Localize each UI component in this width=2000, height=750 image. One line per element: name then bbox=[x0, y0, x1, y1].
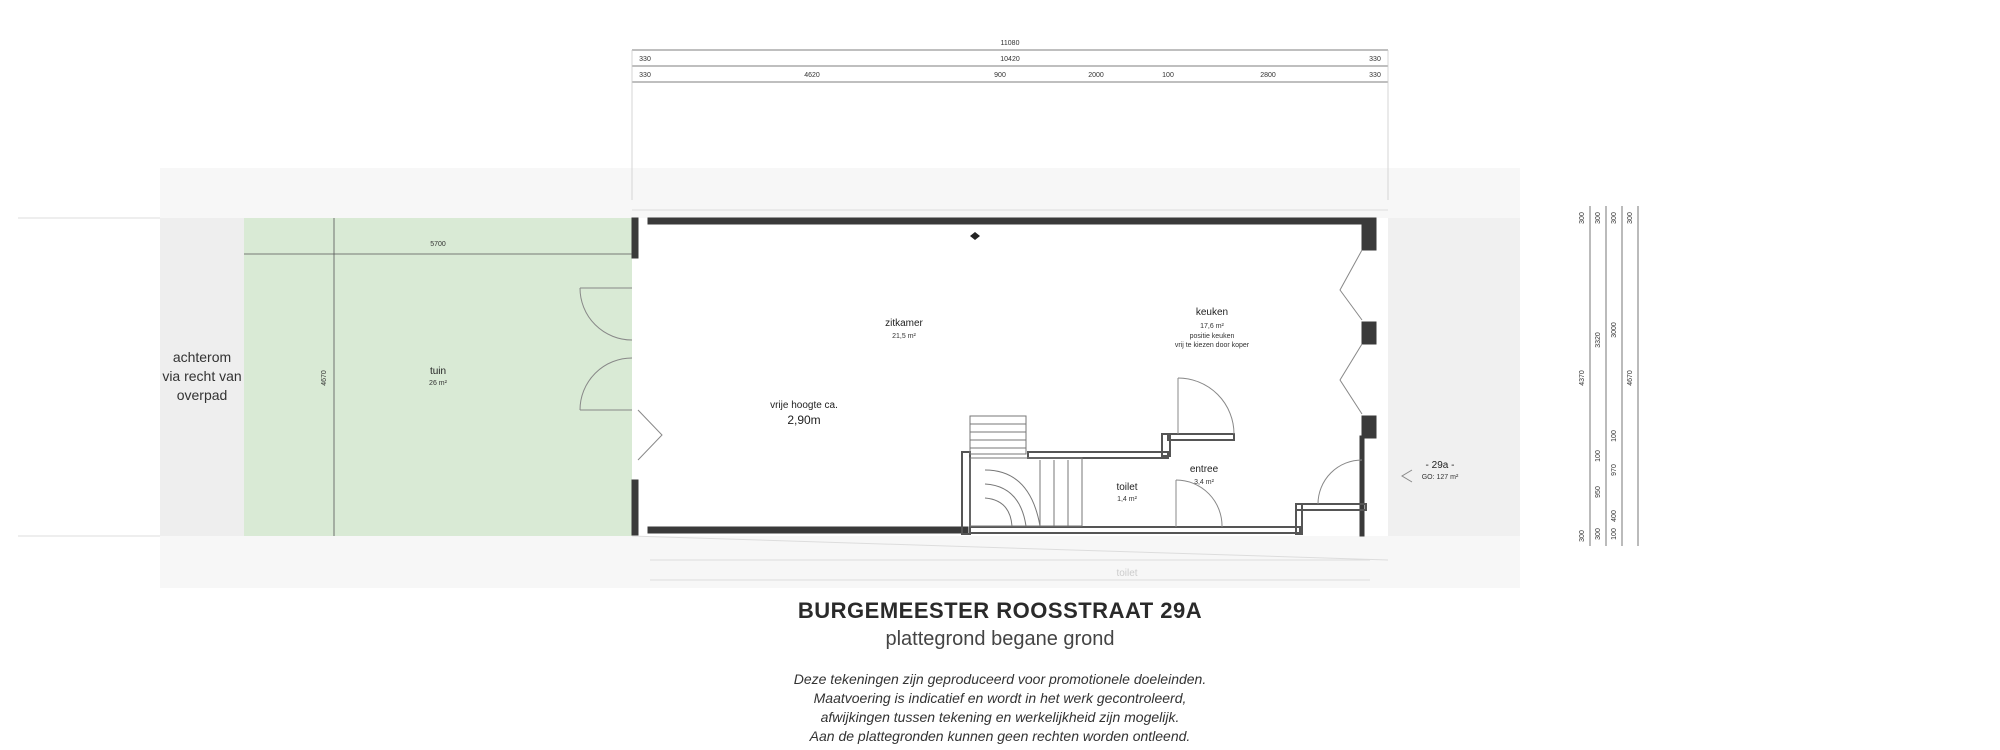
dim-r3-a: 300 bbox=[1611, 212, 1618, 224]
dim-r2-b: 3320 bbox=[1595, 332, 1602, 348]
dim-row2-left: 330 bbox=[639, 56, 651, 63]
dim-row2-mid: 10420 bbox=[1000, 56, 1020, 63]
dim-r2-c: 100 bbox=[1595, 450, 1602, 462]
dim-r2-e: 300 bbox=[1595, 528, 1602, 540]
dim-r4-b: 4670 bbox=[1627, 370, 1634, 386]
neighbor-area bbox=[1388, 218, 1520, 536]
dim-r2-d: 950 bbox=[1595, 486, 1602, 498]
room-keuken-note2: vrij te kiezen door koper bbox=[1174, 342, 1250, 349]
neighbor-name: - 29a - bbox=[1425, 460, 1455, 471]
dim-total: 11080 bbox=[1000, 40, 1020, 47]
room-toilet-ghost-name: toilet bbox=[1116, 568, 1138, 579]
disclaimer-line: Aan de plattegronden kunnen geen rechten worden ontleend. bbox=[809, 728, 1191, 744]
disclaimer bbox=[0, 670, 2000, 746]
dim-r1-mid: 4370 bbox=[1579, 370, 1586, 386]
dim-r3-d: 970 bbox=[1611, 464, 1618, 476]
path-label-line3: overpad bbox=[176, 387, 228, 403]
interior-area bbox=[632, 218, 1388, 536]
height-note-value: 2,90m bbox=[787, 413, 821, 427]
path-label-line2: via recht van bbox=[162, 368, 242, 384]
dim-r2-a: 300 bbox=[1595, 212, 1602, 224]
dim-r4-a: 300 bbox=[1627, 212, 1634, 224]
room-tuin-name: tuin bbox=[429, 366, 447, 377]
garden-width-dim: 5700 bbox=[430, 241, 446, 248]
dim-r3-b: 3000 bbox=[1611, 322, 1618, 338]
dim-row3-g: 330 bbox=[1369, 72, 1381, 79]
disclaimer-line: afwijkingen tussen tekening en werkelijkheid zijn mogelijk. bbox=[820, 709, 1180, 725]
disclaimer-line: Deze tekeningen zijn geproduceerd voor promotionele doeleinden. bbox=[793, 671, 1207, 687]
dim-r3-c: 100 bbox=[1611, 430, 1618, 442]
dim-r1-bot: 300 bbox=[1579, 530, 1586, 542]
dim-row2-right: 330 bbox=[1369, 56, 1381, 63]
dim-row3-d: 2000 bbox=[1088, 72, 1104, 79]
page-subtitle: plattegrond begane grond bbox=[885, 628, 1115, 650]
neighbor-area-value: GO: 127 m² bbox=[1421, 474, 1459, 481]
path-label-line1: achterom bbox=[172, 349, 232, 365]
room-entree-name: entree bbox=[1189, 464, 1219, 475]
room-keuken-note1: positie keuken bbox=[1189, 333, 1235, 340]
dim-row3-a: 330 bbox=[639, 72, 651, 79]
disclaimer-line: Maatvoering is indicatief en wordt in het werk gecontroleerd, bbox=[813, 690, 1187, 706]
room-entree-area: 3,4 m² bbox=[1194, 479, 1214, 486]
room-toilet-area: 1,4 m² bbox=[1117, 496, 1137, 503]
room-tuin-area: 26 m² bbox=[429, 380, 447, 387]
dim-r3-f: 100 bbox=[1611, 528, 1618, 540]
dim-r3-e: 400 bbox=[1611, 510, 1618, 522]
dim-r1-top: 300 bbox=[1579, 212, 1586, 224]
garden-depth-dim: 4670 bbox=[321, 370, 328, 386]
height-note-label: vrije hoogte ca. bbox=[770, 400, 838, 411]
dim-row3-b: 4620 bbox=[804, 72, 820, 79]
page-title: BURGEMEESTER ROOSSTRAAT 29A bbox=[797, 598, 1203, 623]
room-toilet-name: toilet bbox=[1116, 482, 1138, 493]
room-keuken-name: keuken bbox=[1195, 307, 1229, 318]
dim-row3-c: 900 bbox=[994, 72, 1006, 79]
room-zitkamer-name: zitkamer bbox=[885, 318, 923, 329]
dim-row3-f: 2800 bbox=[1260, 72, 1276, 79]
room-zitkamer-area: 21,5 m² bbox=[892, 333, 916, 340]
dim-row3-e: 100 bbox=[1162, 72, 1174, 79]
room-keuken-area: 17,6 m² bbox=[1200, 323, 1224, 330]
garden-area bbox=[244, 218, 632, 536]
